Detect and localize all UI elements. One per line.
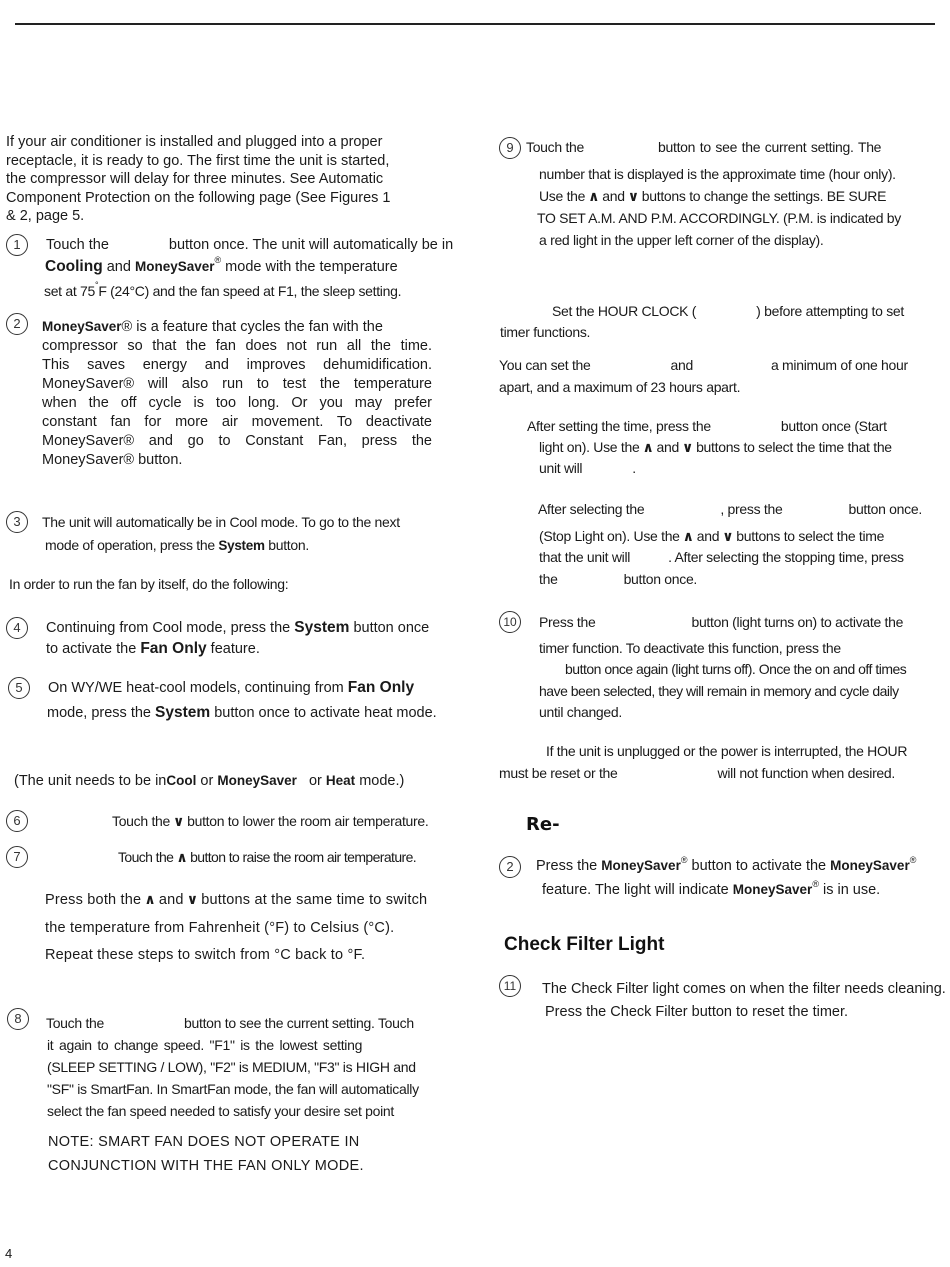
step-number-10: 10 — [499, 611, 521, 633]
stop-time-text-3: that the unit will . After selecting the stopping time, press — [539, 549, 904, 565]
hour-clock-note-2: timer functions. — [500, 324, 591, 340]
fan-only-intro: In order to run the fan by itself, do the following: — [9, 576, 289, 592]
step-8-text: Touch the button to see the current setting. Touch it again to change speed. "F1" is the lowest setting (SLEEP SETTING / LOW), "F2" is MEDIUM, "F3" is HIGH and "SF" is SmartFan. In SmartFan mode, the fan will automatically select the fan speed needed to satisfy your desire set point — [46, 1015, 419, 1119]
step-5-text: On WY/WE heat-cool models, continuing from Fan Only — [48, 679, 415, 696]
timer-range-note: You can set the and a minimum of one hour — [499, 357, 908, 373]
stop-time-text-4: the button once. — [539, 571, 698, 587]
check-filter-text: The Check Filter light comes on when the filter needs cleaning. Press the Check Filter button to reset the timer. — [542, 981, 946, 1020]
step-number-5: 5 — [8, 677, 30, 699]
step-7-text: Touch the ∧ button to raise the room air temperature. — [118, 849, 417, 865]
step-number-1: 1 — [6, 234, 28, 256]
step-10-text: Press the button (light turns on) to activate the — [539, 614, 904, 630]
check-filter-heading: Check Filter Light — [504, 934, 665, 955]
step-9-text: Touch the button to see the current setting. The — [526, 139, 882, 155]
power-interruption-note: If the unit is unplugged or the power is interrupted, the HOUR must be reset or the will not function when desired. — [499, 743, 908, 781]
step-number-8: 8 — [7, 1008, 29, 1030]
mode-note: (The unit needs to be inCool or MoneySaver or Heat mode.) — [14, 773, 405, 789]
step-number-4: 4 — [6, 617, 28, 639]
step-4-line-2: to activate the Fan Only feature. — [46, 640, 260, 657]
page-number: 4 — [5, 1246, 13, 1261]
timer-range-note-2: apart, and a maximum of 23 hours apart. — [499, 379, 741, 395]
top-rule — [15, 23, 935, 25]
step-3-line-2: mode of operation, press the System button. — [45, 537, 309, 553]
start-time-text: After setting the time, press the button once (Start — [527, 418, 887, 434]
step-3-text: The unit will automatically be in Cool mode. To go to the next — [42, 514, 400, 530]
step-number-2-moneysaver: 2 — [499, 856, 521, 878]
stop-time-text: After selecting the , press the button once. — [538, 501, 922, 517]
up-arrow-icon: ∧ — [642, 439, 654, 455]
start-time-text-3: unit will . — [539, 460, 636, 476]
step-2-text: MoneySaver® is a feature that cycles the fan with the compressor so that the fan does not run all the time. This saves energy and improves dehumidification. MoneySaver® will also run to test the temperature when the off cycle is too long. Or you may prefer constant fan for more air movement. To deactivate MoneySaver® and go to Constant Fan, press the MoneySaver® button. — [42, 319, 432, 468]
smart-fan-note: NOTE: SMART FAN DOES NOT OPERATE IN CONJUNCTION WITH THE FAN ONLY MODE. — [48, 1134, 364, 1174]
step-10-lines: timer function. To deactivate this function, press the button once again (light turns off). Once the on and off times have been selected, they will remain in memory and cycle daily until changed. — [539, 640, 907, 720]
down-arrow-icon: ∨ — [186, 891, 199, 907]
hour-clock-note: Set the HOUR CLOCK ( ) before attempting to set — [552, 303, 904, 319]
step-number-6: 6 — [6, 810, 28, 832]
moneysaver-step-line-2: feature. The light will indicate MoneySaver® is in use. — [542, 879, 881, 898]
down-arrow-icon: ∨ — [173, 813, 185, 829]
up-arrow-icon: ∧ — [682, 528, 694, 544]
step-number-2: 2 — [6, 313, 28, 335]
step-6-text: Touch the ∨ button to lower the room air temperature. — [112, 813, 429, 829]
step-1-text: Touch the button once. The unit will automatically be in — [46, 237, 454, 253]
up-arrow-icon: ∧ — [176, 849, 188, 865]
step-4-text: Continuing from Cool mode, press the System button once — [46, 619, 430, 636]
start-time-text-2: light on). Use the ∧ and ∨ buttons to select the time that the — [539, 439, 892, 455]
up-arrow-icon: ∧ — [144, 891, 156, 907]
up-arrow-icon: ∧ — [588, 188, 600, 204]
switch-units-text: Press both the ∧ and ∨ buttons at the same time to switch the temperature from Fahrenheit (°F) to Celsius (°C). Repeat these steps to switch from °C back to °F. — [45, 886, 427, 970]
step-1-line-3: set at 75°F (24°C) and the fan speed at F1, the sleep setting. — [44, 280, 402, 299]
re-heading: Re- — [526, 814, 560, 835]
down-arrow-icon: ∨ — [722, 528, 734, 544]
stop-time-text-2: (Stop Light on). Use the ∧ and ∨ buttons to select the time — [539, 528, 885, 544]
down-arrow-icon: ∨ — [681, 439, 694, 455]
step-1-line-2: Cooling and MoneySaver® mode with the temperature — [45, 255, 398, 275]
intro-paragraph: If your air conditioner is installed and plugged into a proper receptacle, it is ready to go. The first time the unit is started, the compressor will delay for three minutes. See Automatic Component Protection on the following page (See Figures 1 & 2, page 5. — [6, 134, 391, 225]
step-number-11: 11 — [499, 975, 521, 997]
down-arrow-icon: ∨ — [627, 188, 639, 204]
step-9-lines: number that is displayed is the approximate time (hour only). Use the ∧ and ∨ buttons to change the settings. BE SURE TO SET A.M. AND P.M. ACCORDINGLY. (P.M. is indicated by a red light in the upper left corner of the display). — [537, 166, 901, 248]
step-number-9: 9 — [499, 137, 521, 159]
step-number-3: 3 — [6, 511, 28, 533]
step-number-7: 7 — [6, 846, 28, 868]
moneysaver-step-text: Press the MoneySaver® button to activate the MoneySaver® — [536, 855, 917, 874]
step-5-line-2: mode, press the System button once to activate heat mode. — [47, 704, 437, 721]
